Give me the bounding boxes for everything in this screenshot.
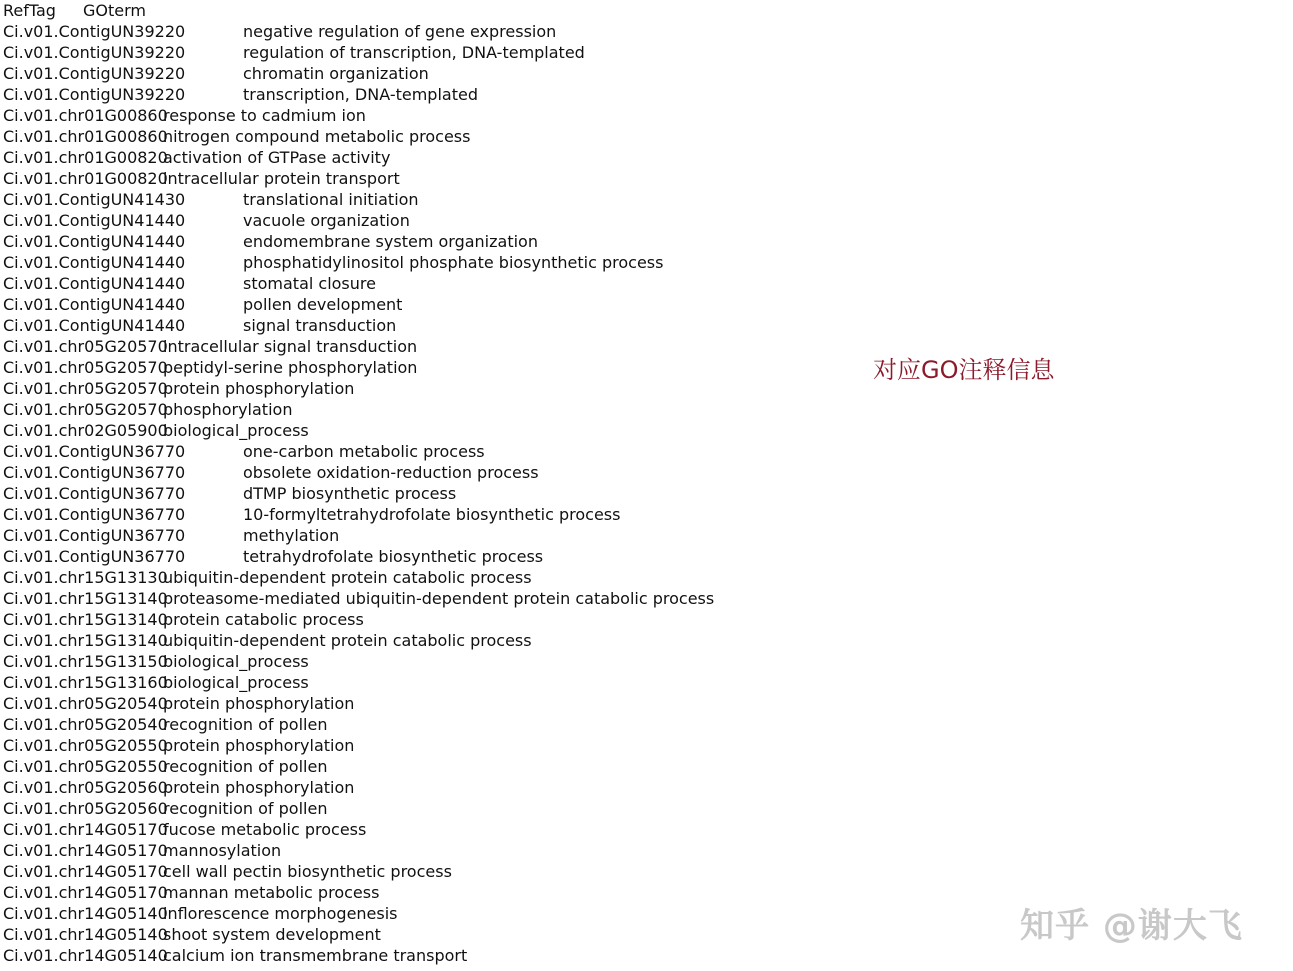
table-row bbox=[3, 525, 823, 546]
table-row bbox=[3, 861, 823, 882]
table-row bbox=[3, 567, 823, 588]
reftag-cell: Ci.v01.chr05G20570 bbox=[3, 400, 168, 419]
goterm-cell: protein catabolic process bbox=[163, 610, 364, 629]
goterm-cell: mannosylation bbox=[163, 841, 282, 860]
goterm-cell: proteasome-mediated ubiquitin-dependent protein catabolic process bbox=[163, 589, 715, 608]
reftag-cell: Ci.v01.chr15G13150 bbox=[3, 652, 168, 671]
reftag-cell: Ci.v01.ContigUN41430 bbox=[3, 190, 186, 209]
table-row bbox=[3, 189, 823, 210]
table-row bbox=[3, 294, 823, 315]
table-row bbox=[3, 378, 823, 399]
table-row bbox=[3, 798, 823, 819]
reftag-cell: Ci.v01.chr14G05170 bbox=[3, 862, 168, 881]
table-row bbox=[3, 903, 823, 924]
table-row bbox=[3, 315, 823, 336]
reftag-cell: Ci.v01.ContigUN41440 bbox=[3, 316, 186, 335]
goterm-cell: intracellular signal transduction bbox=[163, 337, 418, 356]
reftag-cell: Ci.v01.chr15G13140 bbox=[3, 631, 168, 650]
go-annotation-table bbox=[3, 0, 823, 966]
table-row bbox=[3, 483, 823, 504]
goterm-cell: ubiquitin-dependent protein catabolic process bbox=[163, 631, 532, 650]
reftag-cell: Ci.v01.ContigUN36770 bbox=[3, 547, 186, 566]
reftag-cell: Ci.v01.chr14G05170 bbox=[3, 841, 168, 860]
reftag-cell: Ci.v01.chr14G05170 bbox=[3, 820, 168, 839]
reftag-cell: Ci.v01.chr01G00820 bbox=[3, 148, 168, 167]
table-row bbox=[3, 777, 823, 798]
goterm-cell: activation of GTPase activity bbox=[163, 148, 391, 167]
goterm-cell: biological_process bbox=[163, 421, 309, 440]
reftag-cell: Ci.v01.ContigUN36770 bbox=[3, 505, 186, 524]
table-header bbox=[3, 0, 823, 21]
table-row bbox=[3, 630, 823, 651]
table-row bbox=[3, 714, 823, 735]
table-row bbox=[3, 126, 823, 147]
goterm-cell: intracellular protein transport bbox=[163, 169, 400, 188]
goterm-cell: translational initiation bbox=[243, 190, 419, 209]
table-row bbox=[3, 336, 823, 357]
table-row bbox=[3, 357, 823, 378]
reftag-cell: Ci.v01.chr14G05140 bbox=[3, 946, 168, 965]
goterm-cell: phosphatidylinositol phosphate biosynthetic process bbox=[243, 253, 664, 272]
reftag-cell: Ci.v01.ContigUN41440 bbox=[3, 211, 186, 230]
reftag-cell: Ci.v01.chr01G00860 bbox=[3, 106, 168, 125]
reftag-cell: Ci.v01.chr05G20550 bbox=[3, 757, 168, 776]
reftag-cell: Ci.v01.ContigUN36770 bbox=[3, 463, 186, 482]
table-row bbox=[3, 924, 823, 945]
goterm-cell: nitrogen compound metabolic process bbox=[163, 127, 471, 146]
reftag-cell: Ci.v01.chr15G13140 bbox=[3, 610, 168, 629]
table-row bbox=[3, 210, 823, 231]
reftag-cell: Ci.v01.ContigUN41440 bbox=[3, 274, 186, 293]
header-reftag: RefTag bbox=[3, 1, 56, 20]
goterm-cell: one-carbon metabolic process bbox=[243, 442, 485, 461]
table-row bbox=[3, 63, 823, 84]
goterm-cell: response to cadmium ion bbox=[163, 106, 366, 125]
goterm-cell: pollen development bbox=[243, 295, 403, 314]
reftag-cell: Ci.v01.ContigUN36770 bbox=[3, 526, 186, 545]
goterm-cell: protein phosphorylation bbox=[163, 778, 355, 797]
reftag-cell: Ci.v01.chr14G05140 bbox=[3, 925, 168, 944]
reftag-cell: Ci.v01.chr14G05170 bbox=[3, 883, 168, 902]
goterm-cell: peptidyl-serine phosphorylation bbox=[163, 358, 418, 377]
header-goterm: GOterm bbox=[83, 1, 146, 20]
goterm-cell: signal transduction bbox=[243, 316, 397, 335]
table-row bbox=[3, 21, 823, 42]
goterm-cell: obsolete oxidation-reduction process bbox=[243, 463, 539, 482]
table-row bbox=[3, 651, 823, 672]
reftag-cell: Ci.v01.chr05G20550 bbox=[3, 736, 168, 755]
goterm-cell: fucose metabolic process bbox=[163, 820, 367, 839]
goterm-cell: vacuole organization bbox=[243, 211, 410, 230]
table-row bbox=[3, 693, 823, 714]
reftag-cell: Ci.v01.chr14G05140 bbox=[3, 904, 168, 923]
table-row bbox=[3, 756, 823, 777]
table-row bbox=[3, 945, 823, 966]
goterm-cell: phosphorylation bbox=[163, 400, 293, 419]
reftag-cell: Ci.v01.chr05G20560 bbox=[3, 778, 168, 797]
table-row bbox=[3, 609, 823, 630]
table-body bbox=[3, 21, 823, 966]
table-row bbox=[3, 462, 823, 483]
goterm-cell: calcium ion transmembrane transport bbox=[163, 946, 468, 965]
table-row bbox=[3, 441, 823, 462]
table-row bbox=[3, 504, 823, 525]
table-row bbox=[3, 546, 823, 567]
goterm-cell: transcription, DNA-templated bbox=[243, 85, 478, 104]
table-row bbox=[3, 105, 823, 126]
reftag-cell: Ci.v01.chr15G13130 bbox=[3, 568, 168, 587]
reftag-cell: Ci.v01.chr05G20570 bbox=[3, 379, 168, 398]
goterm-cell: inflorescence morphogenesis bbox=[163, 904, 398, 923]
table-row bbox=[3, 840, 823, 861]
reftag-cell: Ci.v01.chr05G20560 bbox=[3, 799, 168, 818]
table-row bbox=[3, 147, 823, 168]
goterm-cell: ubiquitin-dependent protein catabolic process bbox=[163, 568, 532, 587]
reftag-cell: Ci.v01.ContigUN41440 bbox=[3, 253, 186, 272]
goterm-cell: negative regulation of gene expression bbox=[243, 22, 557, 41]
goterm-cell: dTMP biosynthetic process bbox=[243, 484, 457, 503]
goterm-cell: recognition of pollen bbox=[163, 757, 328, 776]
goterm-cell: cell wall pectin biosynthetic process bbox=[163, 862, 452, 881]
reftag-cell: Ci.v01.chr02G05900 bbox=[3, 421, 168, 440]
table-row bbox=[3, 42, 823, 63]
goterm-cell: methylation bbox=[243, 526, 340, 545]
reftag-cell: Ci.v01.ContigUN39220 bbox=[3, 22, 186, 41]
goterm-cell: tetrahydrofolate biosynthetic process bbox=[243, 547, 544, 566]
table-row bbox=[3, 273, 823, 294]
table-row bbox=[3, 588, 823, 609]
reftag-cell: Ci.v01.ContigUN39220 bbox=[3, 85, 186, 104]
goterm-cell: biological_process bbox=[163, 652, 309, 671]
table-row bbox=[3, 420, 823, 441]
goterm-cell: protein phosphorylation bbox=[163, 379, 355, 398]
goterm-cell: endomembrane system organization bbox=[243, 232, 538, 251]
goterm-cell: shoot system development bbox=[163, 925, 381, 944]
table-row bbox=[3, 735, 823, 756]
table-row bbox=[3, 168, 823, 189]
table-row bbox=[3, 231, 823, 252]
goterm-cell: stomatal closure bbox=[243, 274, 376, 293]
goterm-cell: protein phosphorylation bbox=[163, 694, 355, 713]
goterm-cell: regulation of transcription, DNA-templated bbox=[243, 43, 585, 62]
reftag-cell: Ci.v01.ContigUN41440 bbox=[3, 295, 186, 314]
reftag-cell: Ci.v01.chr05G20570 bbox=[3, 358, 168, 377]
reftag-cell: Ci.v01.chr05G20540 bbox=[3, 715, 168, 734]
reftag-cell: Ci.v01.ContigUN36770 bbox=[3, 442, 186, 461]
watermark: 知乎 @谢大飞 bbox=[1020, 906, 1243, 946]
goterm-cell: protein phosphorylation bbox=[163, 736, 355, 755]
reftag-cell: Ci.v01.chr15G13160 bbox=[3, 673, 168, 692]
reftag-cell: Ci.v01.ContigUN36770 bbox=[3, 484, 186, 503]
table-row bbox=[3, 819, 823, 840]
goterm-cell: chromatin organization bbox=[243, 64, 429, 83]
reftag-cell: Ci.v01.chr01G00860 bbox=[3, 127, 168, 146]
goterm-cell: 10-formyltetrahydrofolate biosynthetic process bbox=[243, 505, 621, 524]
table-row bbox=[3, 252, 823, 273]
reftag-cell: Ci.v01.chr05G20540 bbox=[3, 694, 168, 713]
goterm-cell: biological_process bbox=[163, 673, 309, 692]
goterm-cell: recognition of pollen bbox=[163, 715, 328, 734]
goterm-cell: recognition of pollen bbox=[163, 799, 328, 818]
reftag-cell: Ci.v01.ContigUN41440 bbox=[3, 232, 186, 251]
reftag-cell: Ci.v01.chr15G13140 bbox=[3, 589, 168, 608]
table-row bbox=[3, 882, 823, 903]
reftag-cell: Ci.v01.chr01G00820 bbox=[3, 169, 168, 188]
table-row bbox=[3, 399, 823, 420]
reftag-cell: Ci.v01.ContigUN39220 bbox=[3, 64, 186, 83]
reftag-cell: Ci.v01.ContigUN39220 bbox=[3, 43, 186, 62]
goterm-cell: mannan metabolic process bbox=[163, 883, 380, 902]
reftag-cell: Ci.v01.chr05G20570 bbox=[3, 337, 168, 356]
table-row bbox=[3, 84, 823, 105]
annotation-label: 对应GO注释信息 bbox=[873, 356, 1055, 384]
table-row bbox=[3, 672, 823, 693]
